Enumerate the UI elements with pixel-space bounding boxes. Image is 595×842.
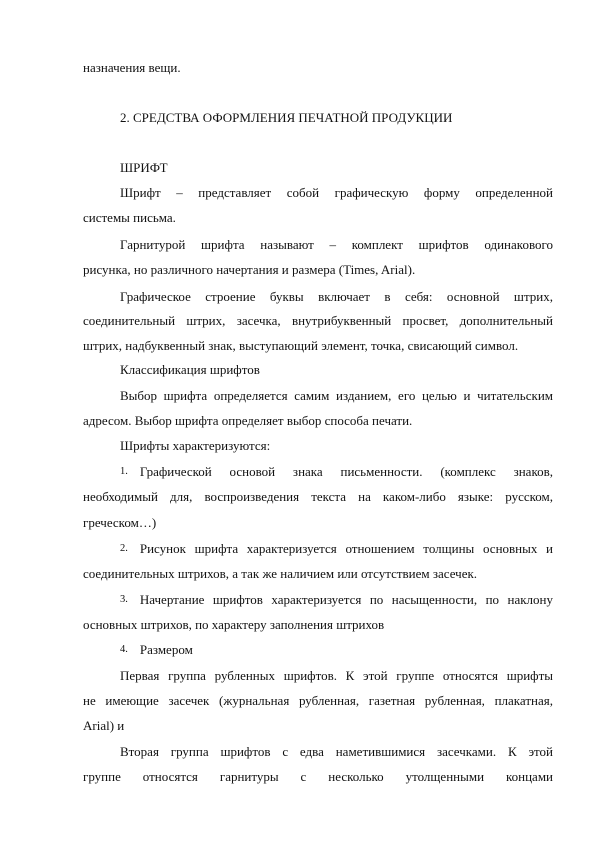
list-number: 3.	[120, 594, 128, 605]
paragraph-line: необходимый для, воспроизведения текста на каком-либо языке: русском,	[83, 489, 553, 504]
paragraph-line: рисунка, но различного начертания и размера (Times, Arial).	[83, 262, 416, 277]
list-item	[120, 592, 553, 608]
list-text: Рисунок шрифта характеризуется отношением толщины основных и	[139, 541, 553, 556]
paragraph-line: адресом. Выбор шрифта определяет выбор способа печати.	[83, 413, 413, 428]
list-text: Размером	[139, 642, 193, 657]
list-text: Графической основой знака письменности. (комплекс знаков,	[139, 464, 553, 479]
list-text: Начертание шрифтов характеризуется по насыщенности, по наклону	[139, 592, 553, 607]
list-number: 2.	[120, 543, 128, 554]
paragraph-line: группе относятся гарнитуры с несколько утолщенными концами	[83, 769, 553, 784]
paragraph-line: штрих, надбуквенный знак, выступающий элемент, точка, свисающий символ.	[83, 338, 519, 353]
paragraph-line: Шрифт – представляет собой графическую форму определенной	[120, 185, 553, 200]
paragraph-line: основных штрихов, по характеру заполнения штрихов	[83, 617, 385, 632]
paragraph-line: Arial) и	[83, 718, 125, 733]
subsection-heading: ШРИФТ	[120, 160, 168, 175]
paragraph-line: не имеющие засечек (журнальная рубленная, газетная рубленная, плакатная,	[83, 693, 553, 708]
list-item	[120, 642, 193, 658]
list-item	[120, 464, 553, 480]
list-number: 1.	[120, 466, 128, 477]
paragraph-line: Графическое строение буквы включает в себя: основной штрих,	[120, 289, 553, 304]
paragraph-line: системы письма.	[83, 210, 176, 225]
paragraph-line: Выбор шрифта определяется самим изданием, его целью и читательским	[120, 388, 553, 403]
list-number: 4.	[120, 644, 128, 655]
paragraph-line: Шрифты характеризуются:	[120, 438, 271, 453]
paragraph-line: соединительный штрих, засечка, внутрибуквенный просвет, дополнительный	[83, 313, 553, 328]
paragraph-line: Первая группа рубленных шрифтов. К этой группе относятся шрифты	[120, 668, 553, 683]
section-heading: 2. СРЕДСТВА ОФОРМЛЕНИЯ ПЕЧАТНОЙ ПРОДУКЦИИ	[120, 110, 453, 125]
paragraph-line: Гарнитурой шрифта называют – комплект шрифтов одинакового	[120, 237, 553, 252]
paragraph-line: Вторая группа шрифтов с едва наметившимися засечками. К этой	[120, 744, 553, 759]
paragraph-heading: Классификация шрифтов	[120, 362, 260, 377]
text-line: назначения вещи.	[83, 60, 181, 75]
paragraph-line: греческом…)	[83, 515, 157, 530]
paragraph-line: соединительных штрихов, а так же наличием или отсутствием засечек.	[83, 566, 478, 581]
list-item	[120, 541, 553, 557]
